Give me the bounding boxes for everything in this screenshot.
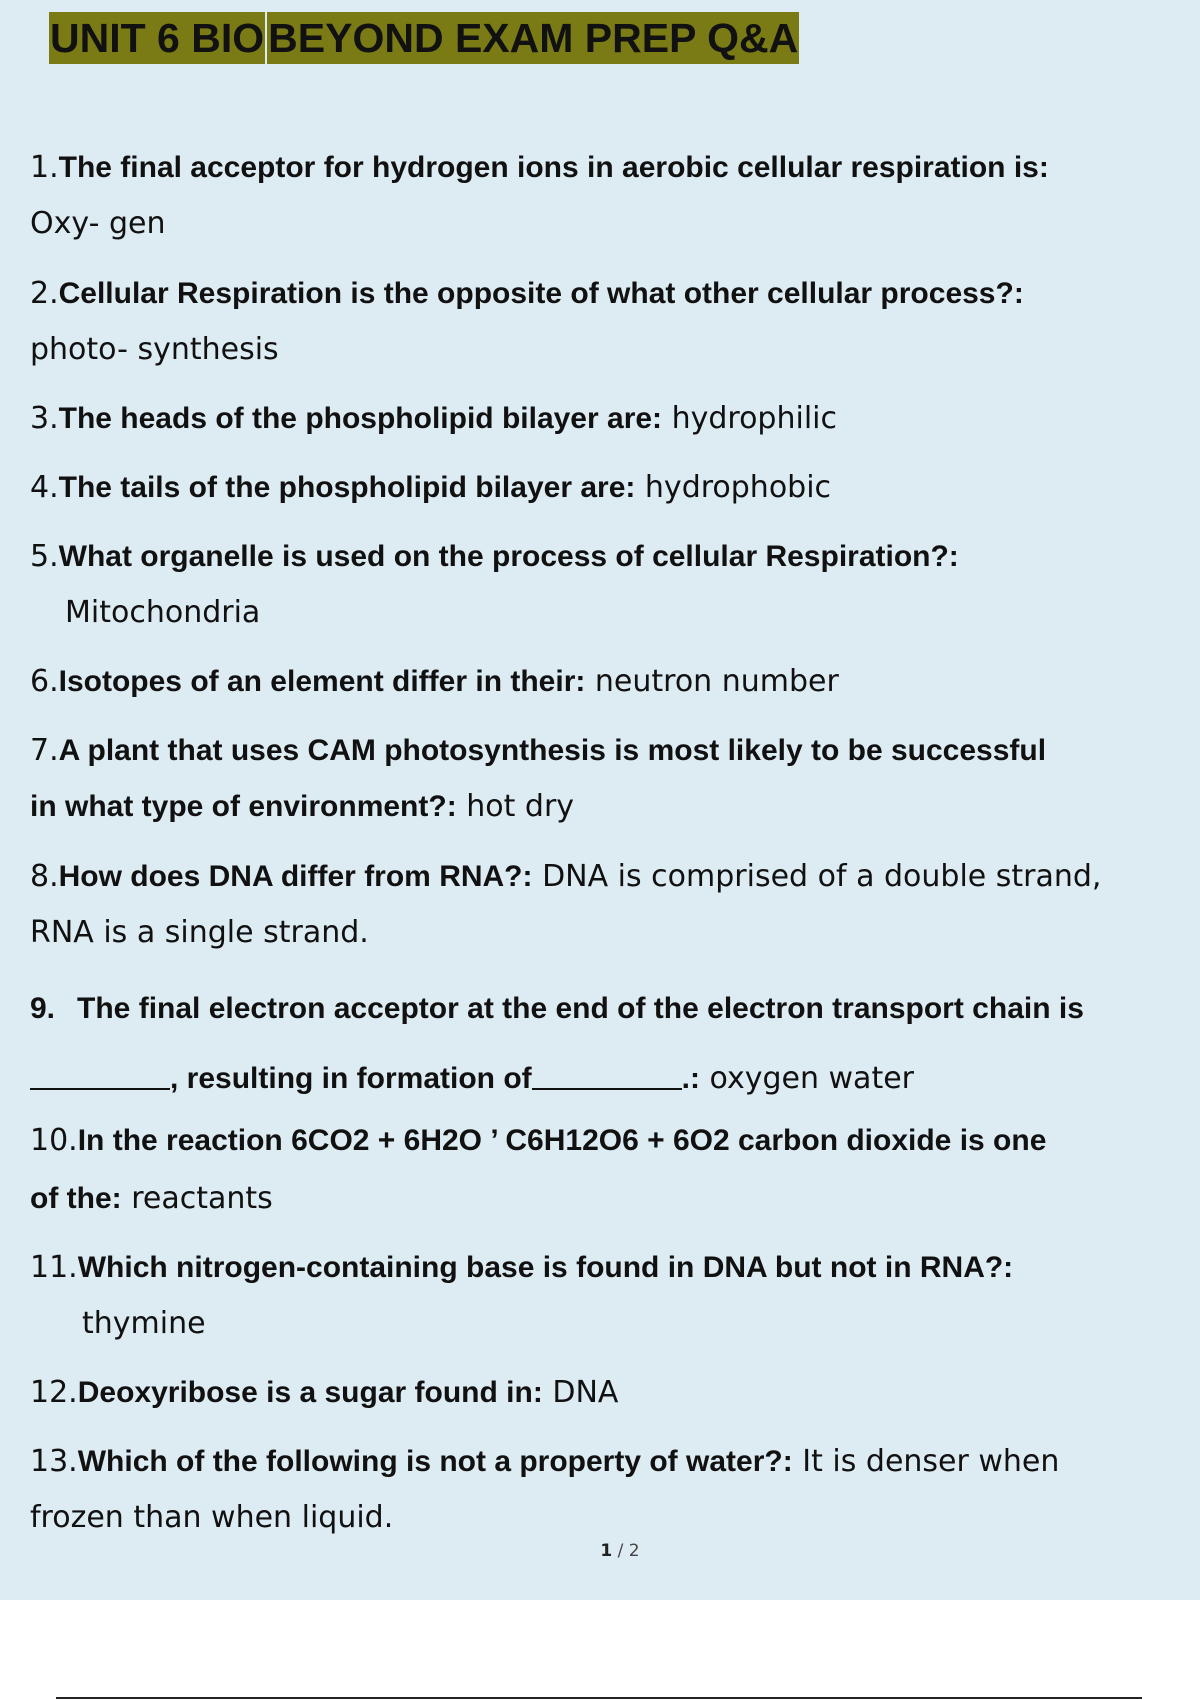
answer-text: Oxy- gen <box>30 206 166 241</box>
item-number: 12. <box>30 1375 78 1410</box>
qa-item-3 <box>30 391 1195 447</box>
item-number: 5. <box>30 539 59 574</box>
question-text: The heads of the phospholipid bilayer are: <box>58 402 663 435</box>
item-number: 11. <box>30 1250 78 1285</box>
item-number: 13. <box>30 1444 78 1479</box>
item-number: 6. <box>30 664 59 699</box>
qa-item-2 <box>30 266 1195 378</box>
qa-item-9 <box>30 974 1195 1114</box>
qa-item-7 <box>30 723 1195 835</box>
qa-item-4 <box>30 460 1195 516</box>
item-number: 8. <box>30 859 59 894</box>
page-separator: / <box>612 1541 629 1561</box>
item-number: 7. <box>30 733 59 768</box>
page-total: 2 <box>628 1541 640 1561</box>
item-number: 3. <box>30 401 59 436</box>
question-text: The tails of the phospholipid bilayer are: <box>58 471 636 504</box>
qa-item-8 <box>30 849 1195 961</box>
answer-text: oxygen water <box>709 1061 914 1096</box>
item-number: 9. <box>30 992 56 1025</box>
answer-text-line-2: RNA is a single strand. <box>30 915 369 950</box>
item-number: 1. <box>30 150 59 185</box>
qa-item-1 <box>30 140 1195 252</box>
answer-text: hot dry <box>466 789 575 824</box>
answer-blank-2 <box>532 1088 682 1090</box>
question-text: Isotopes of an element differ in their: <box>58 665 586 698</box>
qa-item-10 <box>30 1112 1195 1228</box>
answer-text: hydrophilic <box>671 401 837 436</box>
question-text-line-1: The final electron acceptor at the end of the electron transport chain is <box>77 992 1084 1025</box>
question-text-line-1: A plant that uses CAM photosynthesis is most likely to be successful <box>58 734 1047 767</box>
question-text: Deoxyribose is a sugar found in: <box>77 1376 543 1409</box>
answer-text-line-1: It is denser when <box>802 1444 1060 1479</box>
title-part-2: BEYOND EXAM PREP Q&A <box>267 12 799 64</box>
question-text: Cellular Respiration is the opposite of what other cellular process?: <box>58 277 1024 310</box>
qa-item-12 <box>30 1365 1195 1421</box>
answer-text-line-2: frozen than when liquid. <box>30 1500 394 1535</box>
title-part-1: UNIT 6 BIO <box>49 12 265 64</box>
answer-text: DNA <box>552 1375 619 1410</box>
question-text: Which of the following is not a property of water?: <box>77 1445 793 1478</box>
answer-text-line-1: DNA is comprised of a double strand, <box>542 859 1102 894</box>
question-text: The final acceptor for hydrogen ions in aerobic cellular respiration is: <box>58 151 1049 184</box>
question-text-line-2: , resulting in formation of <box>170 1062 532 1095</box>
item-number: 10. <box>30 1123 78 1158</box>
document-title <box>49 12 799 64</box>
page-indicator <box>0 1541 1200 1561</box>
question-text-line-2: of the: <box>30 1182 122 1215</box>
answer-text: neutron number <box>594 664 839 699</box>
question-text-line-2: in what type of environment?: <box>30 790 457 823</box>
answer-text: Mitochondria <box>65 595 261 630</box>
answer-text: hydrophobic <box>644 470 832 505</box>
page-break-rule <box>56 1697 1142 1699</box>
qa-item-6 <box>30 654 1195 710</box>
qa-item-11 <box>30 1240 1195 1352</box>
question-text: Which nitrogen-containing base is found in DNA but not in RNA?: <box>77 1251 1014 1284</box>
answer-text: reactants <box>131 1181 273 1216</box>
question-text: What organelle is used on the process of cellular Respiration?: <box>58 540 959 573</box>
question-text: How does DNA differ from RNA?: <box>58 860 533 893</box>
answer-blank-1 <box>30 1088 170 1090</box>
answer-text: photo- synthesis <box>30 332 279 367</box>
qa-item-5 <box>30 529 1195 641</box>
answer-text: thymine <box>82 1306 206 1341</box>
question-text-end: .: <box>681 1062 700 1095</box>
qa-item-13 <box>30 1434 1195 1546</box>
question-text-line-1: In the reaction 6CO2 + 6H2O ’ C6H12O6 + 6O2 carbon dioxide is one <box>77 1124 1047 1157</box>
page-current: 1 <box>600 1541 613 1561</box>
item-number: 2. <box>30 276 59 311</box>
item-number: 4. <box>30 470 59 505</box>
